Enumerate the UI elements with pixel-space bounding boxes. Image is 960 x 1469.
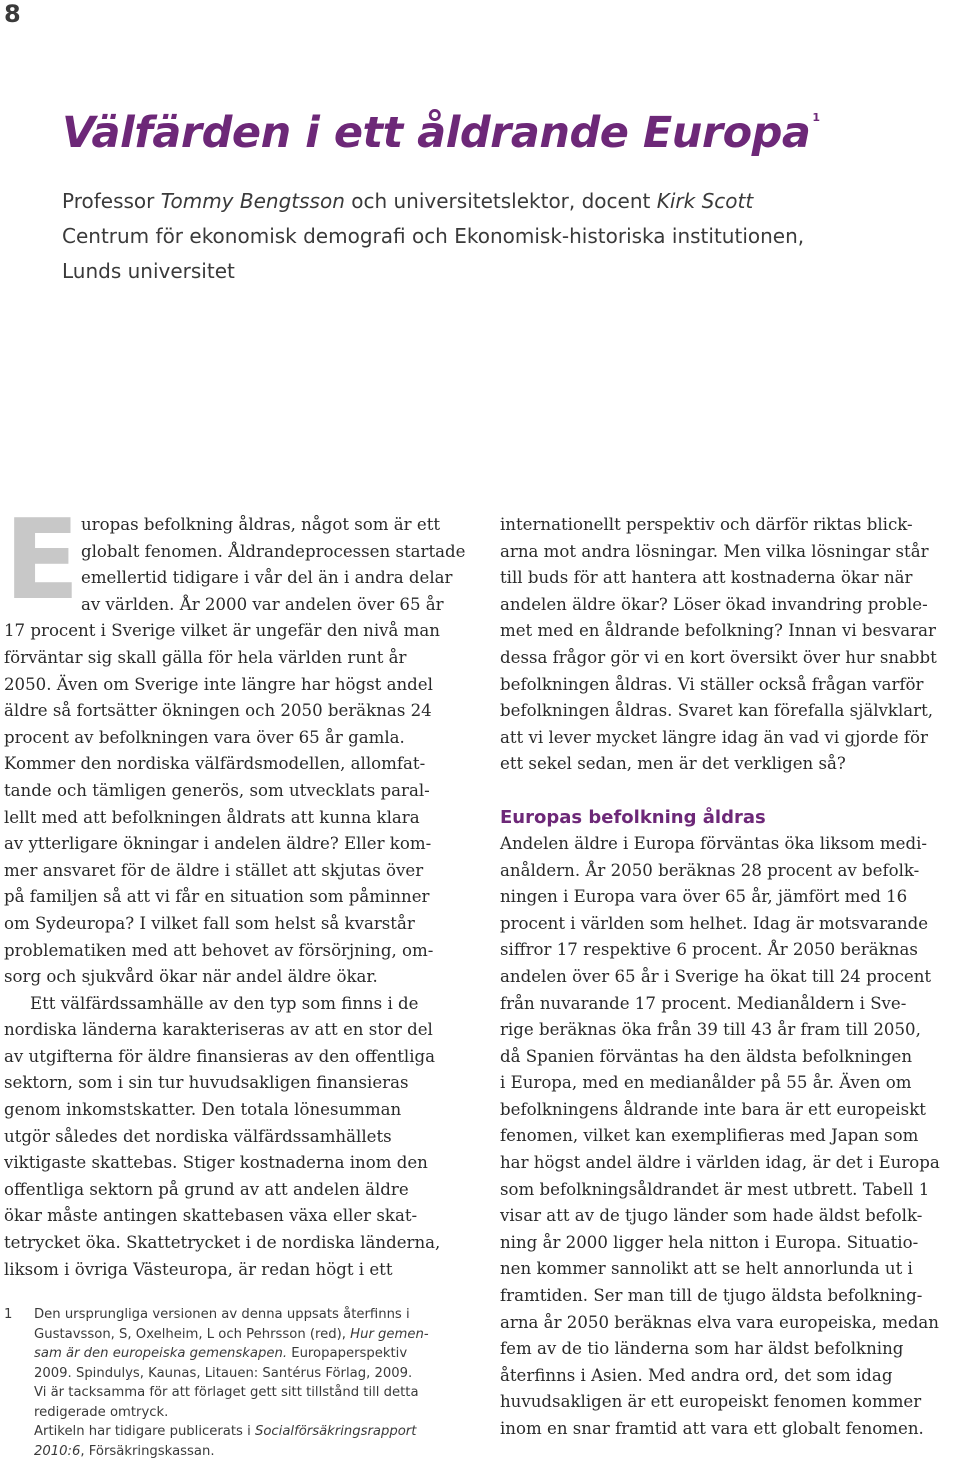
text-line: internationellt perspektiv och därför riktas blick- — [500, 515, 913, 534]
text-line: 2050. Även om Sverige inte längre har högst andel — [4, 674, 433, 694]
text-line: andelen äldre ökar? Löser ökad invandring proble- — [500, 594, 928, 614]
footnote-italic-text: Socialförsäkringsrapport — [254, 1424, 417, 1439]
text-line: problematiken med att behovet av försörjning, om- — [4, 940, 434, 960]
author-line-1 — [62, 184, 922, 219]
text-line: nen kommer sannolikt att se helt annorlunda ut i — [500, 1259, 913, 1279]
text-line: ökar måste antingen skattebasen växa eller skat- — [4, 1206, 418, 1226]
text-line: ett sekel sedan, men är det verkligen så? — [500, 754, 846, 774]
text-line: som befolkningsåldrandet är mest utbrett. Tabell 1 — [500, 1179, 930, 1199]
author-name-1: Tommy Bengtsson — [160, 189, 345, 213]
text-line: genom inkomstskatter. Den totala lönesumman — [4, 1100, 402, 1120]
title-footnote-mark: 1 — [812, 111, 820, 124]
text-line: framtiden. Ser man till de tjugo äldsta befolkning- — [500, 1286, 923, 1306]
footnote-line — [34, 1442, 454, 1462]
text-line: befolkningen åldras. Svaret kan förefalla självklart, — [500, 701, 934, 721]
footnote-line: 2009. Spindulys, Kaunas, Litauen: Santérus Förlag, 2009. — [34, 1365, 413, 1381]
text-line: av utgifterna för äldre finansieras av den offentliga — [4, 1046, 436, 1066]
text-line: Ett välfärdssamhälle av den typ som finns i de — [30, 993, 419, 1013]
footnote-line: Den ursprungliga versionen av denna uppsats återfinns i — [34, 1307, 410, 1322]
footnote-italic-text: Hur gemen- — [350, 1326, 429, 1342]
author-affiliation-2: Lunds universitet — [62, 259, 235, 283]
text-line: äldre så fortsätter ökningen och 2050 beräknas 24 — [4, 701, 432, 721]
footnote-italic-text: sam är den europeiska gemenskapen. — [34, 1346, 288, 1361]
text-line: liksom i övriga Västeuropa, är redan högt i ett — [4, 1259, 393, 1279]
text-line: procent i världen som helhet. Idag är motsvarande — [500, 913, 929, 933]
text-line: visar att av de tjugo länder som hade äldst befolk- — [500, 1206, 923, 1226]
author-affiliation-1: Centrum för ekonomisk demografi och Ekonomisk-historiska institutionen, — [62, 224, 805, 248]
footnote-text: Gustavsson, S, Oxelheim, L och Pehrsson (red), — [34, 1326, 351, 1342]
article-title-text: Välfärden i ett åldrande Europa — [62, 108, 811, 158]
text-line: fenomen, vilket kan exemplifieras med Japan som — [500, 1126, 919, 1146]
text-line: dessa frågor gör vi en kort översikt över hur snabbt — [500, 647, 937, 667]
footnote-block — [4, 1305, 454, 1461]
text-line: tande och tämligen generös, som utvecklats paral- — [4, 780, 430, 800]
text-line: viktigaste skattebas. Stiger kostnaderna inom den — [4, 1153, 428, 1173]
footnote-line — [34, 1422, 454, 1442]
author-prefix: Professor — [62, 189, 161, 213]
text-line: till buds för att hantera att kostnaderna ökar när — [500, 568, 913, 588]
text-line: av världen. År 2000 var andelen över 65 år — [81, 594, 444, 614]
text-line: utgör således det nordiska välfärdssamhällets — [4, 1126, 392, 1146]
text-line: procent av befolkningen vara över 65 år gamla. — [4, 727, 405, 747]
footnote-line: redigerade omtryck. — [34, 1404, 169, 1420]
text-line: met med en åldrande befolkning? Innan vi besvarar — [500, 621, 936, 641]
left-paragraph-2 — [4, 991, 454, 1284]
footnote-1 — [4, 1305, 454, 1461]
text-line: förväntar sig skall gälla för hela världen runt år — [4, 647, 407, 667]
text-line: andelen över 65 år i Sverige ha ökat till 24 procent — [500, 966, 932, 986]
text-line: lellt med att befolkningen åldrats att kunna klara — [4, 807, 420, 827]
text-line: arna mot andra lösningar. Men vilka lösningar står — [500, 541, 929, 561]
text-line: siffror 17 respektive 6 procent. År 2050 beräknas — [500, 940, 918, 960]
footnote-line — [34, 1325, 454, 1345]
left-column — [4, 496, 466, 1283]
right-paragraph-2 — [500, 831, 952, 1443]
text-line: anåldern. År 2050 beräknas 28 procent av befolk- — [500, 860, 920, 880]
drop-cap: E — [4, 496, 80, 625]
author-name-2: Kirk Scott — [656, 189, 754, 213]
footnote-text: Europaperspektiv — [287, 1346, 408, 1361]
text-line: nordiska länderna karakteriseras av att en stor del — [4, 1020, 433, 1040]
right-column — [500, 512, 952, 1443]
text-line: har högst andel äldre i världen idag, är det i Europa — [500, 1153, 940, 1173]
text-line: fem av de tio länderna som har äldst befolkning — [500, 1339, 904, 1359]
text-line: från nuvarande 17 procent. Medianåldern i Sve- — [500, 993, 907, 1013]
text-line: sektorn, som i sin tur huvudsakligen finansieras — [4, 1073, 409, 1093]
article-title — [62, 108, 820, 158]
text-line: arna år 2050 beräknas elva vara europeiska, medan — [500, 1312, 939, 1332]
text-line: globalt fenomen. Åldrandeprocessen startade — [81, 541, 466, 561]
author-middle: och universitetslektor, docent — [344, 189, 657, 213]
footnote-italic-text: 2010:6 — [34, 1443, 81, 1459]
text-line: ningen i Europa vara över 65 år, jämfört med 16 — [500, 887, 908, 907]
text-line: offentliga sektorn på grund av att andelen äldre — [4, 1179, 409, 1199]
text-line: Kommer den nordiska välfärdsmodellen, allomfat- — [4, 754, 426, 774]
text-line: om Sydeuropa? I vilket fall som helst så kvarstår — [4, 913, 415, 933]
text-line: återfinns i Asien. Med andra ord, det som idag — [500, 1365, 893, 1385]
text-line: på familjen så att vi får en situation som påminner — [4, 887, 430, 907]
author-block — [62, 184, 922, 289]
text-line: då Spanien förväntas ha den äldsta befolkningen — [500, 1046, 912, 1066]
right-paragraph-1 — [500, 512, 952, 778]
text-line: att vi lever mycket längre idag än vad vi gjorde för — [500, 727, 928, 747]
footnote-text: Artikeln har tidigare publicerats i — [34, 1424, 255, 1439]
footnote-number: 1 — [4, 1307, 13, 1322]
text-line: uropas befolkning åldras, något som är ett — [81, 515, 441, 534]
text-line: huvudsakligen är ett europeiskt fenomen kommer — [500, 1392, 922, 1412]
text-line: befolkningen åldras. Vi ställer också frågan varför — [500, 674, 924, 694]
text-line: inom en snar framtid att vara ett globalt fenomen. — [500, 1419, 924, 1438]
text-line: sorg och sjukvård ökar när andel äldre ökar. — [4, 967, 378, 987]
text-line: ning år 2000 ligger hela nitton i Europa. Situatio- — [500, 1232, 919, 1252]
section-heading: Europas befolkning åldras — [500, 806, 766, 828]
text-line: 17 procent i Sverige vilket är ungefär den nivå man — [4, 621, 440, 641]
text-line: tetrycket öka. Skattetrycket i de nordiska länderna, — [4, 1233, 441, 1253]
text-line: i Europa, med en medianålder på 55 år. Även om — [500, 1073, 912, 1093]
text-line: rige beräknas öka från 39 till 43 år fram till 2050, — [500, 1020, 921, 1040]
left-paragraph-1 — [4, 496, 466, 991]
page-number: 8 — [4, 0, 21, 28]
text-line: mer ansvaret för de äldre i stället att skjutas över — [4, 860, 424, 880]
footnote-line: Vi är tacksamma för att förlaget gett sitt tillstånd till detta — [34, 1385, 419, 1400]
text-line: av ytterligare ökningar i andelen äldre? Eller kom- — [4, 834, 432, 854]
text-line: befolkningens åldrande inte bara är ett europeiskt — [500, 1099, 926, 1119]
text-line: Andelen äldre i Europa förväntas öka liksom medi- — [500, 833, 928, 853]
footnote-line — [34, 1344, 454, 1364]
footnote-text: , Försäkringskassan. — [80, 1443, 215, 1459]
text-line: emellertid tidigare i vår del än i andra delar — [81, 568, 453, 588]
